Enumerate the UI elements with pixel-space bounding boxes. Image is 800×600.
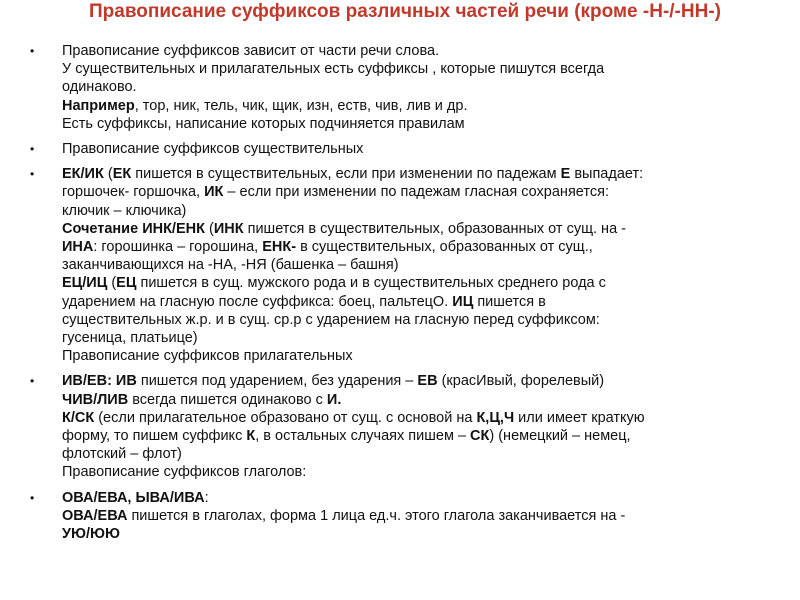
bold-text: ЕЦ <box>116 275 137 292</box>
bold-text: ИЦ <box>452 293 474 310</box>
text-segment: : <box>204 489 209 506</box>
text-segment: У существительных и прилагательных есть суффиксы , которые пишутся всегда <box>62 61 605 78</box>
text-segment: ) (немецкий – немец, <box>489 428 631 445</box>
text-line <box>62 463 775 481</box>
text-segment: пишется под ударением, без ударения – <box>136 373 418 390</box>
bullet-list <box>30 42 775 550</box>
text-segment: в существительных, образованных от сущ., <box>296 239 593 256</box>
text-segment: ключик – ключика) <box>62 202 187 219</box>
text-line <box>62 427 775 445</box>
text-segment: ударением на гласную после суффикса: боец, пальтецО. <box>62 293 453 310</box>
text-line <box>62 329 775 347</box>
text-line <box>62 78 775 96</box>
text-segment: пишется в существительных, образованных от сущ. на - <box>243 220 626 237</box>
text-segment: ( <box>107 275 117 292</box>
text-segment: , в остальных случаях пишем – <box>255 428 471 445</box>
slide-title: Правописание суффиксов различных частей речи (кроме -Н-/-НН-) <box>89 1 721 22</box>
text-line <box>62 311 775 329</box>
bold-text: Например <box>62 97 135 114</box>
text-segment: существительных ж.р. и в сущ. ср.р с ударением на гласную перед суффиксом: <box>62 311 600 328</box>
text-line <box>62 42 775 60</box>
bullet-item <box>30 372 775 481</box>
bold-text: ЕК/ИК <box>62 166 104 183</box>
text-line <box>62 165 775 183</box>
text-segment: гусеница, платьице) <box>62 330 198 347</box>
bold-text: ЕК <box>112 166 132 183</box>
text-line <box>62 140 775 158</box>
bold-text: И. <box>326 391 342 408</box>
bold-text: К/СК <box>62 409 95 426</box>
bullet-item <box>30 165 775 365</box>
bold-text: ИНК <box>213 220 244 237</box>
text-segment: пишется в существительных, если при изменении по падежам <box>131 166 561 183</box>
text-segment: одинаково. <box>62 79 137 96</box>
bullet-dot-icon: • <box>30 44 35 58</box>
text-line <box>62 274 775 292</box>
bullet-dot-icon: • <box>30 142 35 157</box>
text-segment: – если при изменении по падежам гласная сохраняется: <box>223 184 609 201</box>
bold-text: ОВА/ЕВА, ЫВА/ИВА <box>62 489 205 506</box>
bold-text: ЧИВ/ЛИВ <box>62 391 129 408</box>
text-segment: : горошинка – горошина, <box>93 239 263 256</box>
bold-text: Сочетание ИНК/ЕНК <box>62 220 205 237</box>
text-line <box>62 525 775 543</box>
text-line <box>62 445 775 463</box>
text-segment: горшочек- горшочка, <box>62 184 205 201</box>
text-segment: всегда пишется одинаково с <box>128 391 327 408</box>
text-line <box>62 183 775 201</box>
bullet-dot-icon: • <box>30 374 35 389</box>
text-segment: форму, то пишем суффикс <box>62 428 247 445</box>
bold-text: Е <box>560 166 571 183</box>
text-segment: ( <box>204 220 214 237</box>
text-segment: (если прилагательное образовано от сущ. с основой на <box>94 409 477 426</box>
text-line <box>62 220 775 238</box>
text-line <box>62 60 775 78</box>
bold-text: СК <box>470 428 490 445</box>
text-line <box>62 256 775 274</box>
text-line <box>62 507 775 525</box>
text-segment: флотский – флот) <box>62 446 182 463</box>
text-line <box>62 97 775 115</box>
text-line <box>62 238 775 256</box>
text-segment: пишется в <box>473 293 546 310</box>
bullet-dot-icon: • <box>30 167 35 182</box>
text-line <box>62 372 775 390</box>
text-segment: заканчивающихся на -НА, -НЯ (башенка – башня) <box>62 257 399 274</box>
text-line <box>62 409 775 427</box>
bold-text: К,Ц,Ч <box>476 409 515 426</box>
bullet-dot-icon: • <box>30 490 35 505</box>
text-segment: (красИвый, форелевый) <box>437 373 605 390</box>
text-line <box>62 489 775 507</box>
bold-text: К <box>246 428 256 445</box>
text-segment: Правописание суффиксов прилагательных <box>62 348 353 365</box>
text-segment: Есть суффиксы, написание которых подчиняется правилам <box>62 115 465 132</box>
bold-text: УЮ/ЮЮ <box>62 526 120 543</box>
bold-text: ЕНК- <box>262 239 297 256</box>
bold-text: ИВ/ЕВ: ИВ <box>62 373 137 390</box>
text-segment: пишется в глаголах, форма 1 лица ед.ч. этого глагола заканчивается на - <box>127 507 626 524</box>
text-segment: , тор, ник, тель, чик, щик, изн, еств, чив, лив и др. <box>134 97 468 114</box>
text-segment: ( <box>103 166 113 183</box>
text-line <box>62 202 775 220</box>
bullet-item <box>30 140 775 158</box>
text-segment: или имеет краткую <box>514 409 645 426</box>
text-segment: выпадает: <box>570 166 644 183</box>
bold-text: ИК <box>204 184 224 201</box>
text-line <box>62 115 775 133</box>
bullet-item <box>30 489 775 544</box>
bold-text: ЕЦ/ИЦ <box>62 275 108 292</box>
text-line <box>62 293 775 311</box>
text-line <box>62 391 775 409</box>
text-segment: пишется в сущ. мужского рода и в существительных среднего рода с <box>136 275 606 292</box>
bold-text: ОВА/ЕВА <box>62 507 128 524</box>
bold-text: ИНА <box>62 239 94 256</box>
text-segment: Правописание суффиксов существительных <box>62 141 364 158</box>
text-segment: Правописание суффиксов глаголов: <box>62 464 307 481</box>
text-segment: Правописание суффиксов зависит от части речи слова. <box>62 43 440 59</box>
bold-text: ЕВ <box>417 373 438 390</box>
text-line <box>62 347 775 365</box>
bullet-item <box>30 42 775 133</box>
